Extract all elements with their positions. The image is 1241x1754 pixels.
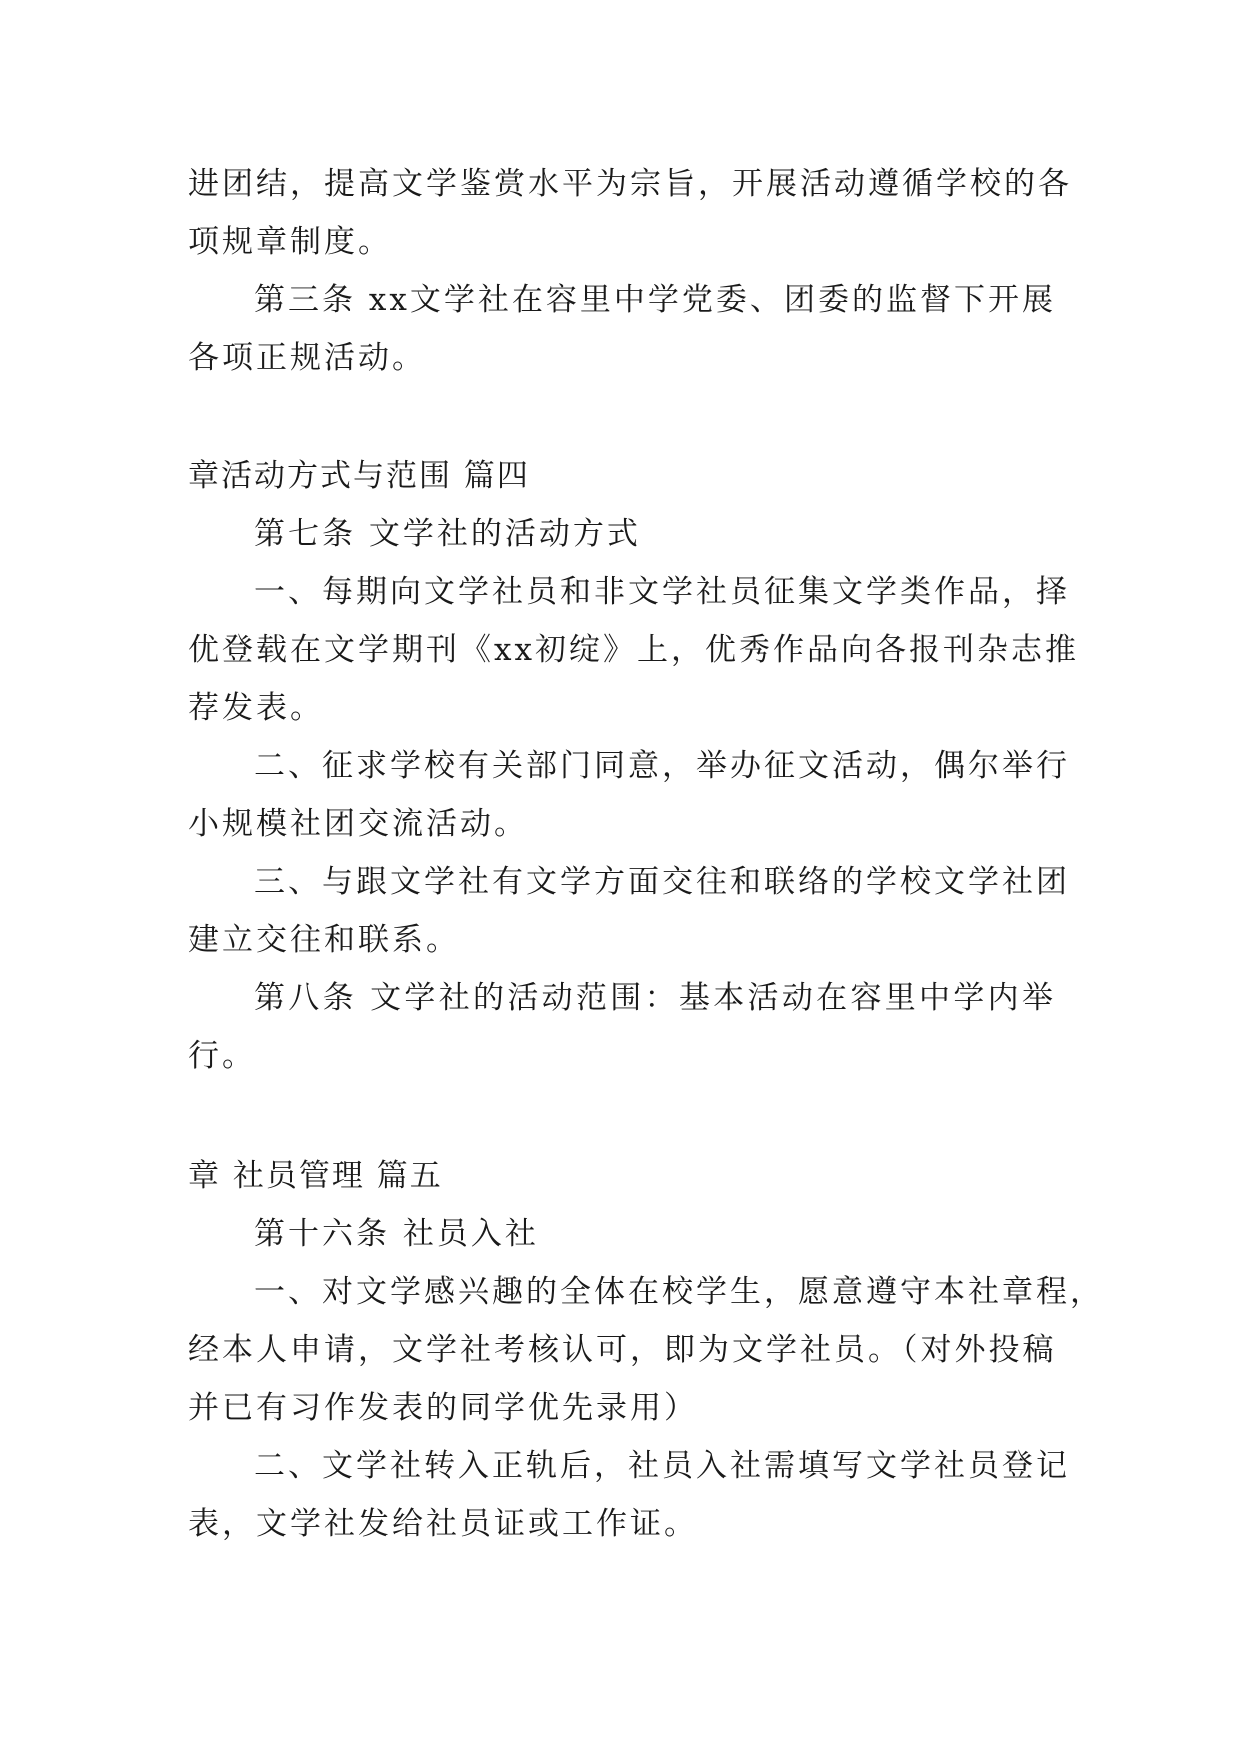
- paragraph-line: 建立交往和联系。: [188, 922, 460, 958]
- section-heading: 章 社员管理 篇五: [188, 1158, 443, 1194]
- paragraph-line: 优登载在文学期刊《xx初绽》上，优秀作品向各报刊杂志推: [188, 632, 1079, 668]
- article-3-line: 第三条 xx文学社在容里中学党委、团委的监督下开展: [254, 282, 1056, 318]
- paragraph-line: 各项正规活动。: [188, 340, 426, 376]
- section-5: [188, 1147, 1104, 1553]
- section-heading: 章活动方式与范围 篇四: [188, 458, 530, 494]
- paragraph-line: 项规章制度。: [188, 224, 392, 260]
- paragraph-line: 表，文学社发给社员证或工作证。: [188, 1506, 698, 1542]
- section-4: [188, 447, 1079, 1085]
- article-8-line: 第八条 文学社的活动范围：基本活动在容里中学内举: [254, 980, 1056, 1016]
- section-gap: [188, 1085, 1056, 1147]
- paragraph-line: 二、文学社转入正轨后，社员入社需填写文学社员登记: [254, 1448, 1070, 1484]
- section-gap: [188, 387, 1056, 447]
- paragraph-line: 行。: [188, 1038, 256, 1074]
- paragraph-line: 二、征求学校有关部门同意，举办征文活动，偶尔举行: [254, 748, 1070, 784]
- paragraph-line: 荐发表。: [188, 690, 324, 726]
- paragraph-line: 一、每期向文学社员和非文学社员征集文学类作品，择: [254, 574, 1070, 610]
- document-page: [188, 155, 1104, 1553]
- paragraph-line: 三、与跟文学社有文学方面交往和联络的学校文学社团: [254, 864, 1070, 900]
- paragraph-line: 进团结，提高文学鉴赏水平为宗旨，开展活动遵循学校的各: [188, 166, 1072, 202]
- intro-block: [188, 155, 1072, 387]
- paragraph-line: 经本人申请，文学社考核认可，即为文学社员。（对外投稿: [188, 1332, 1057, 1368]
- article-7-title: 第七条 文学社的活动方式: [254, 516, 641, 552]
- paragraph-line: 并已有习作发表的同学优先录用）: [188, 1390, 698, 1426]
- article-16-title: 第十六条 社员入社: [254, 1216, 539, 1252]
- paragraph-line: 一、对文学感兴趣的全体在校学生，愿意遵守本社章程，: [254, 1274, 1104, 1310]
- paragraph-line: 小规模社团交流活动。: [188, 806, 528, 842]
